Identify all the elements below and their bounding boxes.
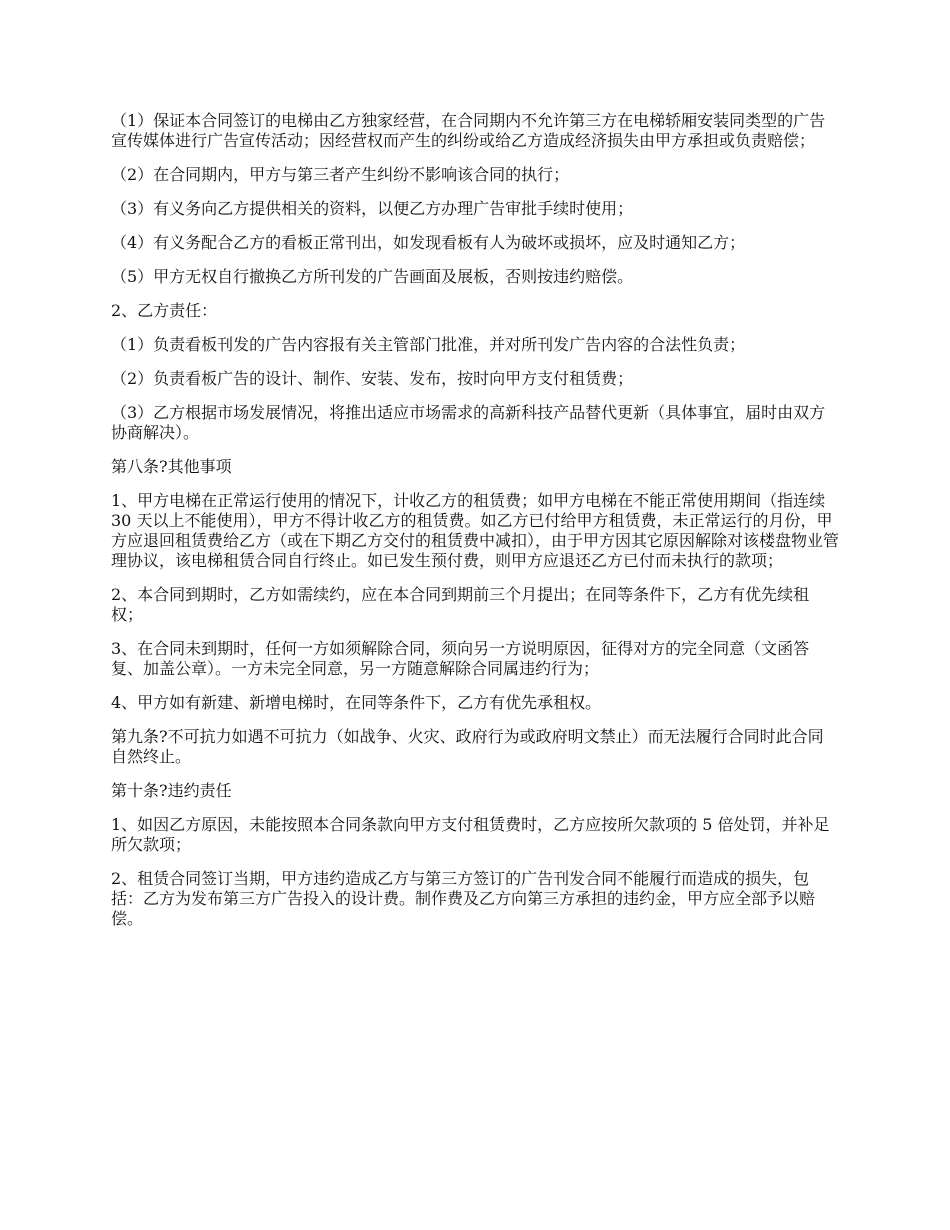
paragraph-10-1-penalty: 1、如因乙方原因，未能按照本合同条款向甲方支付租赁费时，乙方应按所欠款项的 5 倍处罚，并补足所欠款项；	[111, 815, 830, 854]
paragraph-8-2-renewal: 2、本合同到期时，乙方如需续约，应在本合同到期前三个月提出；在同等条件下，乙方有优先续租权；	[111, 585, 810, 624]
paragraph-8-4-priority-lease: 4、甲方如有新建、新增电梯时，在同等条件下，乙方有优先承租权。	[111, 693, 602, 712]
paragraph-2-2-design-install: （2）负责看板广告的设计、制作、安装、发布，按时向甲方支付租赁费；	[111, 369, 634, 388]
heading-article-10: 第十条?违约责任	[111, 781, 232, 800]
paragraph-1-2-third-party-dispute: （2）在合同期内，甲方与第三者产生纠纷不影响该合同的执行；	[111, 165, 570, 184]
paragraph-2-1-content-approval: （1）负责看板刊发的广告内容报有关主管部门批准，并对所刊发广告内容的合法性负责；	[111, 335, 746, 354]
paragraph-1-3-provide-materials: （3）有义务向乙方提供相关的资料，以便乙方办理广告审批手续时使用；	[111, 199, 634, 218]
paragraph-2-3-product-update: （3）乙方根据市场发展情况，将推出适应市场需求的高新科技产品替代更新（具体事宜，届时由双方协商解决）。	[111, 403, 826, 442]
paragraph-10-2-compensation: 2、租赁合同签订当期，甲方违约造成乙方与第三方签订的广告刊发合同不能履行而造成的损失，包括：乙方为发布第三方广告投入的设计费。制作费及乙方向第三方承担的违约金，甲方应全部予以赔偿。	[111, 869, 816, 928]
paragraph-1-1-exclusive-operation: （1）保证本合同签订的电梯由乙方独家经营，在合同期内不允许第三方在电梯轿厢安装同类型的广告宣传媒体进行广告宣传活动；因经营权而产生的纠纷或给乙方造成经济损失由甲方承担或负责赔偿；	[111, 111, 826, 150]
paragraph-8-1-rent-collection: 1、甲方电梯在正常运行使用的情况下，计收乙方的租赁费；如甲方电梯在不能正常使用期间（指连续 30 天以上不能使用），甲方不得计收乙方的租赁费。如乙方已付给甲方租赁费，未正常运行的月份，甲方应退回租赁费给乙方（或在下期乙方交付的租赁费中减扣），由于甲方因其它原因解除对该楼盘物业管理协议，该电梯租赁合同自行终止。如已发生预付费，则甲方应退还乙方已付而未执行的款项；	[111, 491, 840, 570]
paragraph-1-4-cooperate-display: （4）有义务配合乙方的看板正常刊出，如发现看板有人为破坏或损坏，应及时通知乙方；	[111, 233, 746, 252]
heading-article-8: 第八条?其他事项	[111, 457, 232, 476]
paragraph-article-9-force-majeure: 第九条?不可抗力如遇不可抗力（如战争、火灾、政府行为或政府明文禁止）而无法履行合同时此合同自然终止。	[111, 727, 824, 766]
heading-party-b-responsibility: 2、乙方责任：	[111, 301, 218, 320]
paragraph-8-3-termination: 3、在合同未到期时，任何一方如须解除合同，须向另一方说明原因，征得对方的完全同意（文函答复、加盖公章）。一方未完全同意，另一方随意解除合同属违约行为；	[111, 639, 810, 678]
paragraph-1-5-no-replacement: （5）甲方无权自行撤换乙方所刊发的广告画面及展板，否则按违约赔偿。	[111, 267, 634, 286]
document-body	[111, 111, 839, 943]
